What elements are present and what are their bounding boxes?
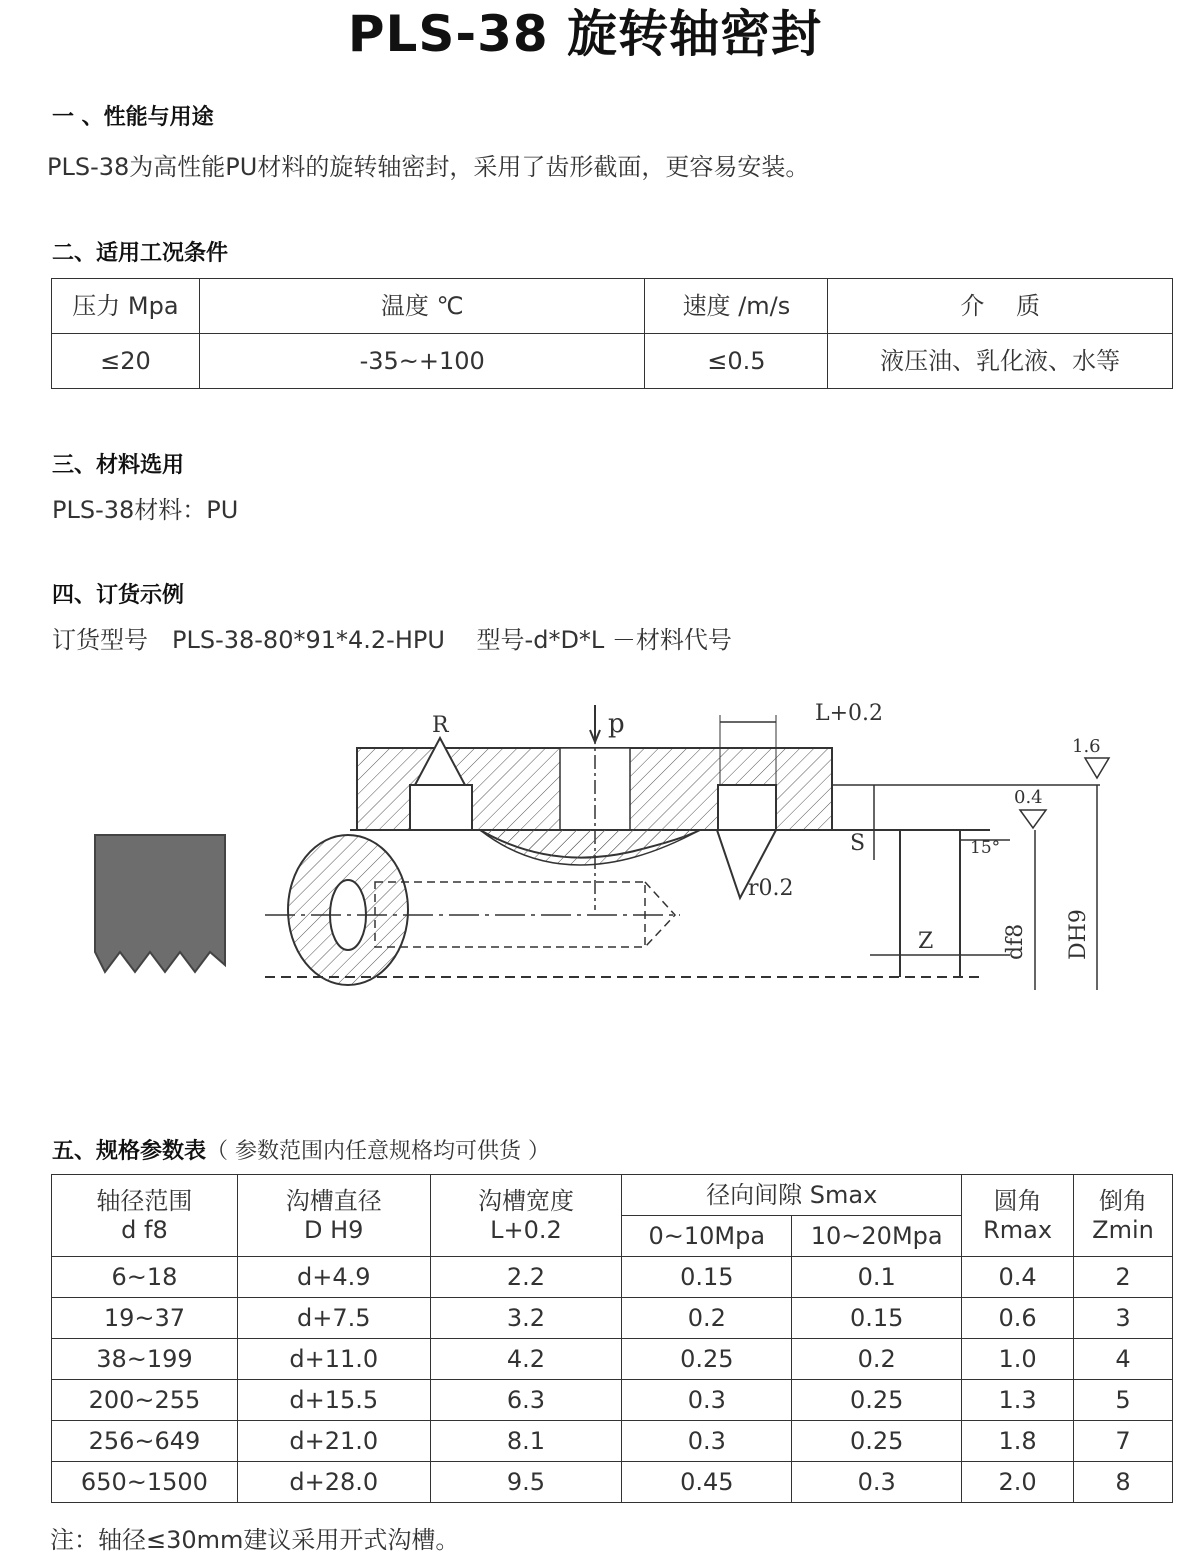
table-row (52, 1462, 1173, 1503)
section2-heading: 二、适用工况条件 (52, 241, 229, 266)
label-pressure: p (608, 709, 625, 739)
spec-cell: 2.2 (430, 1257, 622, 1298)
spec-cell: 4 (1074, 1339, 1173, 1380)
spec-cell: 0.25 (622, 1339, 792, 1380)
conditions-header-pressure: 压力 Mpa (52, 279, 200, 334)
table-row (52, 1421, 1173, 1462)
spec-cell: 5 (1074, 1380, 1173, 1421)
spec-cell: d+28.0 (237, 1462, 430, 1503)
spec-cell: 3.2 (430, 1298, 622, 1339)
spec-header-gap-high: 10~20Mpa (792, 1216, 962, 1257)
section5-note: （ 参数范围内任意规格均可供货 ） (206, 1139, 551, 1164)
conditions-cell: ≤0.5 (645, 334, 828, 389)
conditions-cell: 液压油、乳化液、水等 (828, 334, 1173, 389)
section5-title: 五、规格参数表 (52, 1139, 207, 1164)
conditions-cell: -35~+100 (199, 334, 645, 389)
spec-cell: d+11.0 (237, 1339, 430, 1380)
label-finish-1: 1.6 (1072, 736, 1101, 757)
label-angle: 15° (970, 838, 1001, 858)
spec-header-gap: 径向间隙 Smax (622, 1175, 962, 1216)
seal-installation-drawing (80, 690, 1130, 1010)
label-shaft-diameter: df8 (1003, 923, 1028, 960)
spec-cell: 200~255 (52, 1380, 238, 1421)
spec-cell: 0.4 (962, 1257, 1074, 1298)
spec-cell: 19~37 (52, 1298, 238, 1339)
spec-cell: d+4.9 (237, 1257, 430, 1298)
spec-cell: d+7.5 (237, 1298, 430, 1339)
conditions-header-medium: 介 质 (828, 279, 1173, 334)
section1-heading: 一 、性能与用途 (52, 105, 214, 130)
shaft-region (265, 830, 990, 985)
spec-cell: 38~199 (52, 1339, 238, 1380)
spec-header-chamfer: 倒角 Zmin (1074, 1175, 1173, 1257)
spec-header-groove-diameter: 沟槽直径 D H9 (237, 1175, 430, 1257)
spec-cell: 8.1 (430, 1421, 622, 1462)
label-chamfer: Z (918, 929, 934, 954)
spec-cell: 6.3 (430, 1380, 622, 1421)
section4-text: 订货型号 PLS-38-80*91*4.2-HPU 型号-d*D*L －材料代号 (52, 626, 732, 654)
spec-cell: 3 (1074, 1298, 1173, 1339)
spec-cell: d+21.0 (237, 1421, 430, 1462)
spec-cell: 0.2 (622, 1298, 792, 1339)
spec-cell: 0.15 (792, 1298, 962, 1339)
table-row (52, 1380, 1173, 1421)
conditions-table (51, 278, 1173, 389)
spec-cell: 0.25 (792, 1380, 962, 1421)
label-corner-radius: r0.2 (748, 876, 794, 901)
spec-cell: 8 (1074, 1462, 1173, 1503)
spec-cell: d+15.5 (237, 1380, 430, 1421)
label-finish-2: 0.4 (1014, 787, 1043, 808)
spec-cell: 0.3 (792, 1462, 962, 1503)
spec-cell: 0.3 (622, 1421, 792, 1462)
page-title: PLS-38 旋转轴密封 (347, 5, 823, 63)
footnote: 注：轴径≤30mm建议采用开式沟槽。 (50, 1526, 460, 1554)
conditions-header-temperature: 温度 ℃ (199, 279, 645, 334)
spec-cell: 0.45 (622, 1462, 792, 1503)
conditions-header-speed: 速度 /m/s (645, 279, 828, 334)
spec-header-radius: 圆角 Rmax (962, 1175, 1074, 1257)
spec-cell: 4.2 (430, 1339, 622, 1380)
spec-cell: 256~649 (52, 1421, 238, 1462)
table-row (52, 1257, 1173, 1298)
spec-cell: 9.5 (430, 1462, 622, 1503)
spec-cell: 2 (1074, 1257, 1173, 1298)
spec-cell: 1.3 (962, 1380, 1074, 1421)
section1-text: PLS-38为高性能PU材料的旋转轴密封，采用了齿形截面，更容易安装。 (47, 153, 810, 181)
spec-header-shaft: 轴径范围 d f8 (52, 1175, 238, 1257)
table-row (52, 1339, 1173, 1380)
spec-cell: 0.2 (792, 1339, 962, 1380)
spec-cell: 0.6 (962, 1298, 1074, 1339)
conditions-cell: ≤20 (52, 334, 200, 389)
spec-cell: 650~1500 (52, 1462, 238, 1503)
table-row (52, 1298, 1173, 1339)
section3-text: PLS-38材料：PU (52, 496, 239, 524)
section5-heading (52, 1134, 550, 1165)
spec-cell: 0.25 (792, 1421, 962, 1462)
label-gap: S (850, 831, 866, 856)
section3-heading: 三、材料选用 (52, 453, 185, 478)
spec-cell: 7 (1074, 1421, 1173, 1462)
seal-profile-icon (95, 835, 225, 972)
label-groove-width: L+0.2 (815, 701, 884, 726)
section4-heading: 四、订货示例 (52, 583, 185, 608)
spec-header-groove-width: 沟槽宽度 L+0.2 (430, 1175, 622, 1257)
spec-cell: 2.0 (962, 1462, 1074, 1503)
spec-cell: 1.0 (962, 1339, 1074, 1380)
spec-cell: 1.8 (962, 1421, 1074, 1462)
spec-cell: 0.3 (622, 1380, 792, 1421)
label-groove-diameter: DH9 (1066, 909, 1091, 960)
spec-cell: 0.1 (792, 1257, 962, 1298)
spec-table (51, 1174, 1173, 1503)
spec-header-gap-low: 0~10Mpa (622, 1216, 792, 1257)
spec-cell: 0.15 (622, 1257, 792, 1298)
label-radius: R (432, 713, 449, 738)
spec-cell: 6~18 (52, 1257, 238, 1298)
